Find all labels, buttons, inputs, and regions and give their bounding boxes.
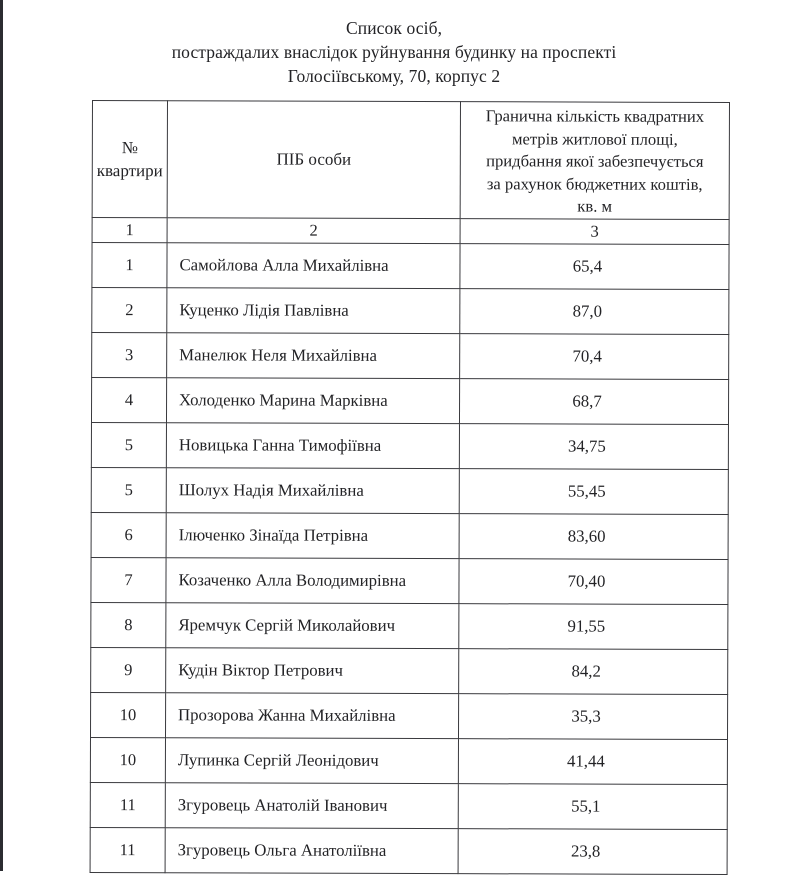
cell-apartment-number: 5	[91, 467, 166, 512]
document-title	[0, 16, 788, 88]
cell-person-name: Холоденко Марина Марківна	[166, 377, 459, 423]
table-row	[91, 467, 728, 514]
header-area-line-1: Гранична кількість квадратних	[485, 106, 705, 126]
cell-apartment-number: 8	[91, 602, 166, 647]
victims-table-container	[90, 100, 729, 874]
victims-table	[90, 100, 730, 875]
title-line-1: Список осіб,	[345, 18, 443, 38]
cell-person-name: Новицька Ганна Тимофіївна	[166, 422, 459, 468]
table-body	[90, 242, 729, 874]
header-area-limit	[460, 102, 729, 219]
table-row	[90, 827, 727, 874]
table-row	[91, 557, 728, 604]
table-row	[92, 332, 729, 379]
cell-apartment-number: 10	[90, 737, 165, 782]
header-area-line-2: метрів житлової площі,	[511, 128, 678, 149]
cell-person-name: Козаченко Алла Володимирівна	[166, 557, 459, 603]
cell-apartment-number: 10	[90, 692, 165, 737]
cell-area-value: 41,44	[458, 738, 727, 784]
cell-area-value: 55,45	[459, 468, 728, 514]
cell-person-name: Самойлова Алла Михайлівна	[167, 242, 460, 288]
cell-person-name: Згуровець Анатолій Іванович	[165, 782, 458, 828]
table-row	[92, 242, 729, 289]
header-apartment-line-2: квартири	[96, 160, 163, 180]
cell-area-value: 55,1	[458, 783, 727, 829]
cell-apartment-number: 1	[92, 242, 167, 287]
table-row	[91, 602, 728, 649]
column-number-2: 2	[167, 217, 460, 243]
cell-apartment-number: 7	[91, 557, 166, 602]
cell-area-value: 68,7	[459, 378, 728, 424]
cell-person-name: Лупинка Сергій Леонідович	[165, 737, 458, 783]
cell-person-name: Куценко Лідія Павлівна	[167, 287, 460, 333]
header-apartment-number	[92, 101, 167, 218]
header-area-line-3: придбання якої забезпечується	[486, 151, 704, 171]
cell-apartment-number: 11	[90, 782, 165, 827]
cell-apartment-number: 6	[91, 512, 166, 557]
cell-apartment-number: 11	[90, 827, 165, 872]
column-number-3: 3	[460, 218, 729, 244]
table-row	[90, 782, 727, 829]
cell-person-name: Прозорова Жанна Михайлівна	[165, 692, 458, 738]
cell-apartment-number: 2	[92, 287, 167, 332]
cell-apartment-number: 5	[91, 422, 166, 467]
cell-area-value: 83,60	[459, 513, 728, 559]
table-row	[90, 737, 727, 784]
cell-person-name: Кудін Віктор Петрович	[166, 647, 459, 693]
cell-apartment-number: 4	[91, 377, 166, 422]
cell-person-name: Ілюченко Зінаїда Петрівна	[166, 512, 459, 558]
column-number-1: 1	[92, 217, 167, 242]
header-area-line-4: за рахунок бюджетних коштів,	[486, 173, 703, 194]
cell-area-value: 70,40	[459, 558, 728, 604]
cell-person-name: Яремчук Сергій Миколайович	[166, 602, 459, 648]
table-row	[90, 692, 727, 739]
header-area-line-5: кв. м	[577, 196, 613, 216]
cell-area-value: 70,4	[460, 333, 729, 379]
table-row	[92, 287, 729, 334]
table-row	[91, 422, 728, 469]
scan-edge-artifact	[0, 0, 3, 871]
cell-area-value: 91,55	[459, 603, 728, 649]
cell-apartment-number: 3	[92, 332, 167, 377]
cell-area-value: 23,8	[458, 828, 727, 874]
cell-person-name: Манелюк Неля Михайлівна	[167, 332, 460, 378]
cell-person-name: Згуровець Ольга Анатоліївна	[165, 827, 458, 873]
table-column-number-row	[92, 217, 729, 244]
table-row	[91, 512, 728, 559]
cell-area-value: 87,0	[460, 288, 729, 334]
header-person-name: ПІБ особи	[167, 101, 460, 218]
cell-area-value: 35,3	[458, 693, 727, 739]
cell-area-value: 84,2	[459, 648, 728, 694]
title-line-3: Голосіївському, 70, корпус 2	[287, 66, 501, 86]
cell-area-value: 65,4	[460, 243, 729, 289]
table-header-row	[92, 101, 729, 220]
cell-area-value: 34,75	[459, 423, 728, 469]
header-apartment-line-1: №	[121, 137, 138, 157]
table-row	[91, 377, 728, 424]
title-line-2: постраждалих внаслідок руйнування будинку на проспекті	[171, 42, 617, 62]
cell-person-name: Шолух Надія Михайлівна	[166, 467, 459, 513]
table-row	[91, 647, 728, 694]
cell-apartment-number: 9	[91, 647, 166, 692]
